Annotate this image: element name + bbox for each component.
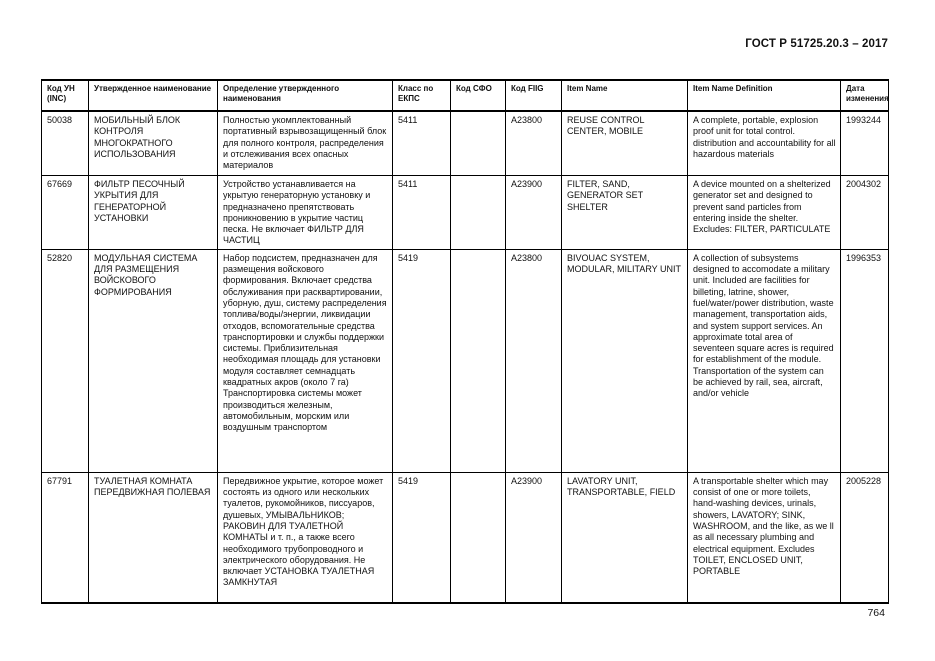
page-number: 764: [867, 607, 885, 619]
cell-name-ru: МОБИЛЬНЫЙ БЛОК КОНТРОЛЯ МНОГОКРАТНОГО ИСПОЛЬЗОВАНИЯ: [89, 111, 218, 176]
cell-sfo: [451, 472, 506, 603]
cell-inc: 67669: [42, 176, 89, 250]
cell-name-ru: ТУАЛЕТНАЯ КОМНАТА ПЕРЕДВИЖНАЯ ПОЛЕВАЯ: [89, 472, 218, 603]
document-header: ГОСТ Р 51725.20.3 – 2017: [745, 38, 888, 50]
cell-name-en: LAVATORY UNIT, TRANSPORTABLE, FIELD: [562, 472, 688, 603]
cell-def-en: A collection of subsystems designed to accomodate a military unit. Included are facilities for billeting, latrine, shower, fuel/water/power distribution, waste management, transportation aids, and system support services. An approximate total area of seventeen square acres is required for establishment of the module. Transportation of the system can be achieved by rail, sea, aircraft, and/or vehicle: [688, 249, 841, 472]
cell-class: 5419: [393, 249, 451, 472]
cell-date: 1996353: [841, 249, 889, 472]
cell-def-ru: Устройство устанавливается на укрытую генераторную установку и предназначено препятствовать проникновению в укрытие частиц песка. Не включает ФИЛЬТР ДЛЯ ЧАСТИЦ: [218, 176, 393, 250]
cell-name-ru: ФИЛЬТР ПЕСОЧНЫЙ УКРЫТИЯ ДЛЯ ГЕНЕРАТОРНОЙ УСТАНОВКИ: [89, 176, 218, 250]
col-header-class: Класс по ЕКПС: [393, 80, 451, 111]
cell-def-ru: Передвижное укрытие, которое может состоять из одного или нескольких туалетов, рукомойников, писсуаров, душевых, УМЫВАЛЬНИКОВ; РАКОВИН ДЛЯ ТУАЛЕТНОЙ КОМНАТЫ и т. п., а также всего необходимого трубопроводного и электрического оборудования. Не включает УСТАНОВКА ТУАЛЕТНАЯ ЗАМКНУТАЯ: [218, 472, 393, 603]
table-row: [42, 472, 889, 603]
cell-fiig: A23900: [506, 176, 562, 250]
col-header-fiig: Код FIIG: [506, 80, 562, 111]
col-header-name-ru: Утвержденное наименование: [89, 80, 218, 111]
cell-def-en: A transportable shelter which may consist of one or more toilets, hand-washing devices, urinals, showers, LAVATORY; SINK, WASHROOM, and the like, as we ll as all necessary plumbing and electrical equipment. Excludes TOILET, ENCLOSED UNIT, PORTABLE: [688, 472, 841, 603]
cell-name-en: FILTER, SAND, GENERATOR SET SHELTER: [562, 176, 688, 250]
cell-def-ru: Полностью укомплектованный портативный взрывозащищенный блок для полного контроля, распределения и отслеживания всех опасных материалов: [218, 111, 393, 176]
cell-inc: 50038: [42, 111, 89, 176]
cell-name-en: BIVOUAC SYSTEM, MODULAR, MILITARY UNIT: [562, 249, 688, 472]
col-header-inc: Код УН (INC): [42, 80, 89, 111]
cell-inc: 67791: [42, 472, 89, 603]
cell-sfo: [451, 176, 506, 250]
table-row: [42, 111, 889, 176]
cell-sfo: [451, 249, 506, 472]
cell-class: 5419: [393, 472, 451, 603]
cell-fiig: A23800: [506, 111, 562, 176]
col-header-sfo: Код СФО: [451, 80, 506, 111]
cell-fiig: A23900: [506, 472, 562, 603]
table-row: [42, 176, 889, 250]
cell-class: 5411: [393, 176, 451, 250]
col-header-name-en: Item Name: [562, 80, 688, 111]
cell-sfo: [451, 111, 506, 176]
cell-name-en: REUSE CONTROL CENTER, MOBILE: [562, 111, 688, 176]
cell-def-ru: Набор подсистем, предназначен для размещения войскового формирования. Включает средства обслуживания при расквартировании, уборную, душ, систему распределения топлива/воды/энергии, ликвидации отходов, вспомогательные средства транспортировки и службы поддержки системы. Приблизительная необходимая площадь для установки модуля составляет семнадцать квадратных акров (около 7 га) Транспортировка системы может производиться железным, автомобильным, морским или воздушным транспортом: [218, 249, 393, 472]
col-header-def-ru: Определение утвержденного наименования: [218, 80, 393, 111]
cell-name-ru: МОДУЛЬНАЯ СИСТЕМА ДЛЯ РАЗМЕЩЕНИЯ ВОЙСКОВОГО ФОРМИРОВАНИЯ: [89, 249, 218, 472]
cell-def-en: A complete, portable, explosion proof unit for total control. distribution and accountability for all hazardous materials: [688, 111, 841, 176]
table-header-row: [42, 80, 889, 111]
cell-class: 5411: [393, 111, 451, 176]
cell-date: 2005228: [841, 472, 889, 603]
cell-date: 1993244: [841, 111, 889, 176]
cell-fiig: A23800: [506, 249, 562, 472]
catalog-table: [41, 79, 889, 604]
cell-inc: 52820: [42, 249, 89, 472]
table-row: [42, 249, 889, 472]
col-header-def-en: Item Name Definition: [688, 80, 841, 111]
cell-date: 2004302: [841, 176, 889, 250]
cell-def-en: A device mounted on a shelterized generator set and designed to prevent sand particles from entering inside the shelter. Excludes: FILTER, PARTICULATE: [688, 176, 841, 250]
col-header-date: Дата изменения: [841, 80, 889, 111]
